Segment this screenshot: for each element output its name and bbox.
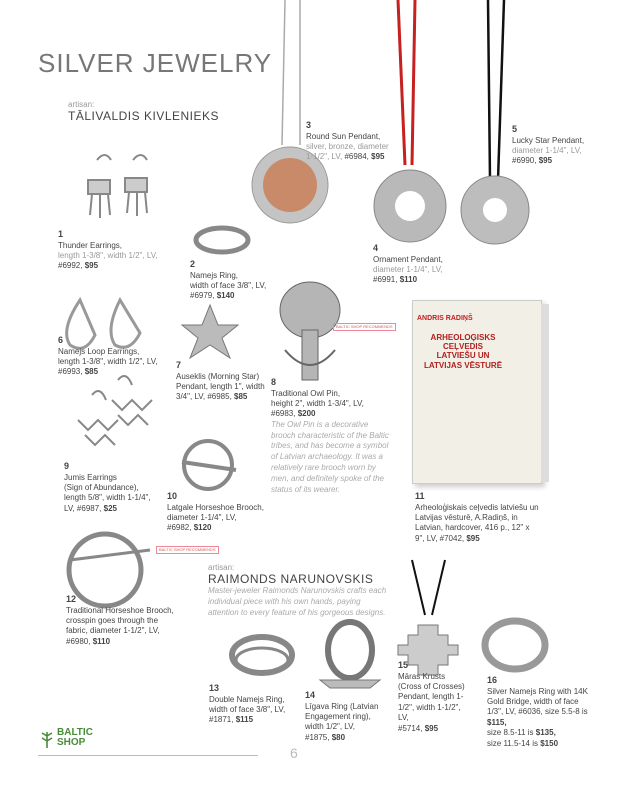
footer-divider	[38, 755, 258, 756]
item-10: 10 Latgale Horseshoe Brooch, diameter 1-1/4", LV, #6982, $120	[167, 491, 264, 533]
thunder-earrings-image	[88, 155, 147, 218]
artisan-name: TĀLIVALDIS KIVLENIEKS	[68, 109, 220, 123]
namejs-ring-image	[196, 228, 248, 252]
artisan-description: Master-jeweler Raimonds Narunovskis crafts each individual piece with his own hands, paying attention to every feature of his gorgeous designs.	[208, 586, 387, 617]
item-7: 7 Auseklis (Morning Star) Pendant, length 1", width 3/4", LV, #6985, $85	[176, 360, 265, 402]
recommend-stamp: BALTIC SHOP RECOMMENDS	[156, 546, 219, 554]
sun-pendant-image	[252, 0, 328, 223]
baltic-shop-logo[interactable]	[40, 728, 93, 748]
logo-line1: BALTIC	[57, 727, 93, 738]
auseklis-star-image	[182, 305, 238, 358]
latgale-brooch-image	[182, 441, 236, 489]
item-4: 4 Ornament Pendant, diameter 1-1/4", LV, #6991, $110	[373, 243, 443, 285]
book-author: ANDRIS RADIŅŠ	[417, 315, 473, 322]
item-3: 3 Round Sun Pendant, silver, bronze, diameter 1-1/2", LV, #6984, $95	[306, 120, 389, 162]
item-1: 1 Thunder Earrings, length 1-3/8", width 1/2", LV, #6992, $95	[58, 229, 158, 271]
item-8: 8 Traditional Owl Pin, height 2", width 1-3/4", LV, #6983, $200 The Owl Pin is a decorative brooch characteristic of the Baltic tribes, and has become a symbol of Latvian archaeology. It was a relatively rare brooch worn by men, and definitely spoke of the status of its wearer.	[271, 377, 391, 495]
logo-line2: SHOP	[57, 737, 86, 748]
ligava-ring-image	[320, 622, 380, 688]
item-6: 6 Namejs Loop Earrings, length 1-3/8", width 1/2", LV, #6993, $85	[58, 335, 158, 377]
page-number: 6	[290, 745, 298, 761]
artisan-name: RAIMONDS NARUNOVSKIS	[208, 572, 374, 586]
recommend-stamp: BALTIC SHOP RECOMMENDS	[333, 323, 396, 331]
item-15: 15 Māras Krusts (Cross of Crosses) Pendant, length 1-1/2", width 1-1/2", LV, #5714, $95	[398, 660, 465, 733]
page-title: SILVER JEWELRY	[38, 48, 273, 78]
item-9: 9 Jumis Earrings (Sign of Abundance), length 5/8", width 1-1/4", LV, #6987, $25	[64, 461, 151, 513]
book-title: ARHEOLOĢISKS CEĻVEDIS LATVIEŠU UN LATVIJAS VĒSTURĒ	[423, 333, 503, 370]
jumis-earrings-image	[78, 376, 152, 445]
owl-pin-image	[280, 282, 340, 380]
leaf-icon	[40, 728, 54, 748]
item-11: 11 Arheoloģiskais ceļvedis latviešu un Latvijas vēsturē, A.Radiņš, in Latvian, hardcover, 416 p., 12" x 9", LV, #7042, $95	[415, 491, 539, 543]
double-namejs-ring-image	[232, 637, 292, 673]
item-5: 5 Lucky Star Pendant, diameter 1-1/4", LV, #6990, $95	[512, 124, 585, 166]
artisan-section-2	[208, 563, 393, 618]
book-image	[412, 300, 542, 484]
maras-krusts-pendant-image	[398, 560, 458, 675]
item-12: 12 Traditional Horseshoe Brooch, crosspin goes through the fabric, diameter 1-1/2", LV, #6980, $110	[66, 594, 174, 646]
item-13: 13 Double Namejs Ring, width of face 3/8", LV, #1871, $115	[209, 683, 286, 725]
item-14: 14 Līgava Ring (Latvian Engagement ring), width 1/2", LV, #1875, $80	[305, 690, 379, 742]
lucky-star-pendant-image	[461, 0, 529, 244]
item-2: 2 Namejs Ring, width of face 3/8", LV, #6979, $140	[190, 259, 267, 301]
artisan-label: artisan:	[208, 563, 235, 572]
owl-pin-description: The Owl Pin is a decorative brooch characteristic of the Baltic tribes, and has become a symbol of Latvian archaeology. It was a relatively rare brooch worn by men, and definitely spoke of the status of its wearer.	[271, 419, 389, 494]
artisan-label: artisan:	[68, 100, 95, 109]
item-16: 16 Silver Namejs Ring with 14K Gold Bridge, width of face 1/3", LV, #6036, size 5.5-8 is $115, size 8.5-11 is $135, size 11.5-14 is $150	[487, 675, 588, 748]
gold-bridge-ring-image	[485, 621, 545, 669]
